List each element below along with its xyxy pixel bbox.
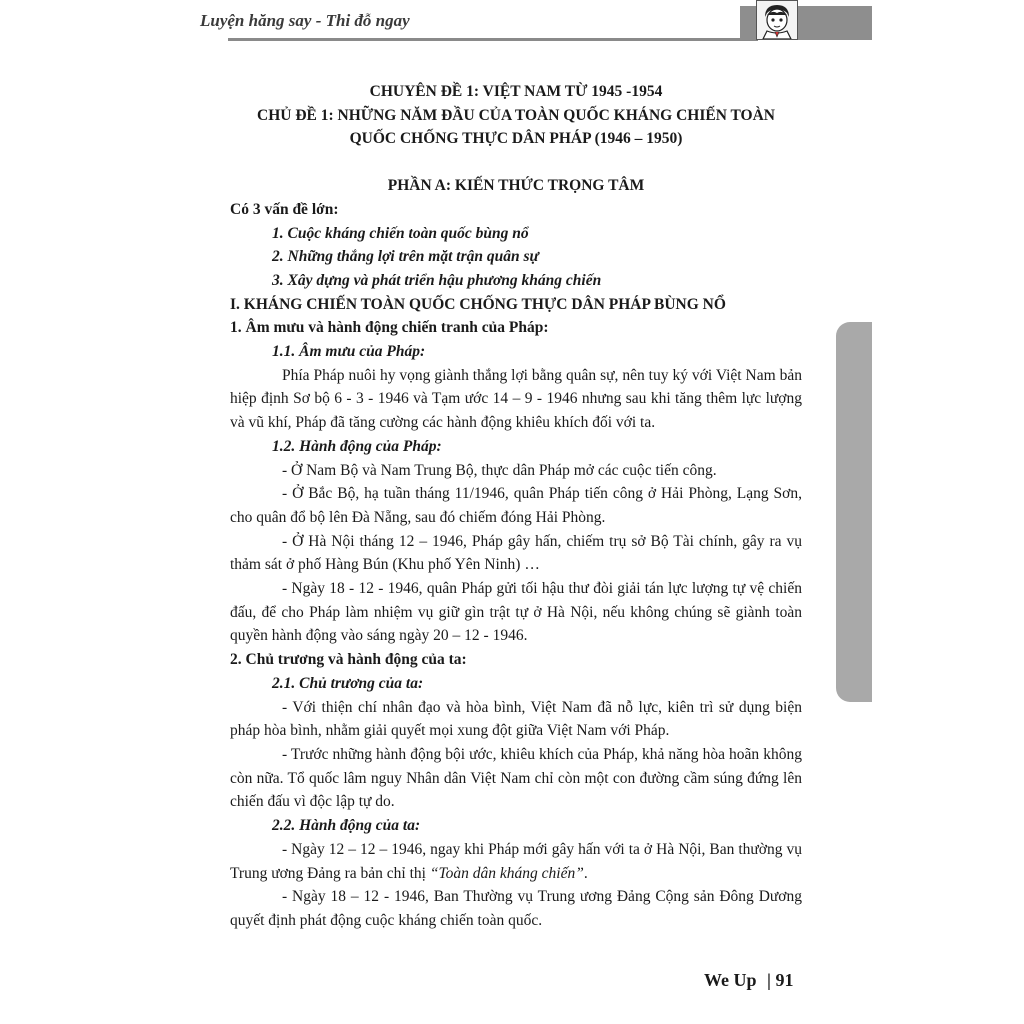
- chu-de-heading-line1: CHỦ ĐỀ 1: NHỮNG NĂM ĐẦU CỦA TOÀN QUỐC KHÁNG CHIẾN TOÀN: [257, 106, 775, 124]
- sub1-1-title: 1.1. Âm mưu của Pháp:: [272, 343, 426, 361]
- list-item: - Ở Bắc Bộ, hạ tuần tháng 11/1946, quân Pháp tiến công ở Hải Phòng, Lạng Sơn, cho quân đổ bộ lên Đà Nẵng, sau đó chiếm đóng Hải Phòng.: [230, 485, 802, 526]
- list-item-end: .: [583, 864, 588, 882]
- spacer: [230, 151, 802, 174]
- phan-a-heading: PHẦN A: KIẾN THỨC TRỌNG TÂM: [387, 177, 645, 195]
- list-item: - Với thiện chí nhân đạo và hòa bình, Việt Nam đã nỗ lực, kiên trì sử dụng biện pháp hòa bình, nhằm giải quyết mọi xung đột giữa Việt Nam với Pháp.: [230, 698, 802, 740]
- intro-item: 1. Cuộc kháng chiến toàn quốc bùng nổ: [272, 224, 529, 242]
- intro-item: 2. Những thắng lợi trên mặt trận quân sự: [272, 248, 539, 266]
- sub1-title: 1. Âm mưu và hành động chiến tranh của Pháp:: [230, 319, 549, 337]
- page-content: [230, 80, 802, 933]
- chuyen-de-heading: CHUYÊN ĐỀ 1: VIỆT NAM TỪ 1945 -1954: [369, 83, 663, 100]
- list-item: - Ngày 18 - 12 - 1946, quân Pháp gửi tối hậu thư đòi giải tán lực lượng tự vệ chiến đấu, để cho Pháp làm nhiệm vụ giữ gìn trật tự ở Hà Nội, nếu không chúng sẽ giành toàn quyền hành động vào sáng ngày 20 – 12 - 1946.: [230, 580, 802, 645]
- mascot-icon: [756, 0, 798, 40]
- intro-label: Có 3 vấn đề lớn:: [230, 200, 339, 218]
- list-item-text: - Ngày 12 – 12 – 1946, ngay khi Pháp mới gây hấn với ta ở Hà Nội, Ban thường vụ Trung ương Đảng ra bản chỉ thị: [230, 840, 802, 882]
- list-item: - Ở Nam Bộ và Nam Trung Bộ, thực dân Pháp mở các cuộc tiến công.: [282, 461, 717, 479]
- sub2-title: 2. Chủ trương và hành động của ta:: [230, 651, 467, 669]
- list-item: [230, 838, 802, 885]
- sub2-1-title: 2.1. Chủ trương của ta:: [272, 674, 424, 692]
- sub1-2-title: 1.2. Hành động của Pháp:: [272, 437, 442, 455]
- side-tab: [836, 322, 872, 702]
- header-title: Luyện hăng say - Thi đỗ ngay: [200, 11, 410, 30]
- page-number: 91: [775, 970, 794, 990]
- footer-brand: We Up: [704, 970, 757, 990]
- list-item: - Ở Hà Nội tháng 12 – 1946, Pháp gây hấn, chiếm trụ sở Bộ Tài chính, gây ra vụ thảm sát ở phố Hàng Bún (Khu phố Yên Ninh) …: [230, 532, 802, 574]
- page-footer: [704, 970, 793, 991]
- section1-title: I. KHÁNG CHIẾN TOÀN QUỐC CHỐNG THỰC DÂN PHÁP BÙNG NỔ: [230, 295, 726, 313]
- directive-quote: “Toàn dân kháng chiến”: [429, 864, 584, 882]
- list-item: - Trước những hành động bội ước, khiêu khích của Pháp, khả năng hòa hoãn không còn nữa. Tổ quốc lâm nguy Nhân dân Việt Nam chỉ còn một con đường cầm súng đứng lên chiến đấu vì độc lập tự do.: [230, 745, 802, 811]
- footer-separator: |: [767, 970, 771, 990]
- list-item: - Ngày 18 – 12 - 1946, Ban Thường vụ Trung ương Đảng Cộng sản Đông Dương quyết định phát động cuộc kháng chiến toàn quốc.: [230, 888, 802, 929]
- header-rule: [228, 38, 758, 41]
- sub2-2-title: 2.2. Hành động của ta:: [272, 817, 421, 835]
- sub1-1-paragraph: Phía Pháp nuôi hy vọng giành thắng lợi bằng quân sự, nên tuy ký với Việt Nam bản hiệp định Sơ bộ 6 - 3 - 1946 và Tạm ước 14 – 9 - 1946 nhưng sau khi tăng thêm lực lượng và vũ khí, Pháp đã tăng cường các hành động khiêu khích đối với ta.: [230, 366, 802, 432]
- intro-item: 3. Xây dựng và phát triển hậu phương kháng chiến: [272, 271, 602, 289]
- chu-de-heading-line2: QUỐC CHỐNG THỰC DÂN PHÁP (1946 – 1950): [349, 130, 683, 148]
